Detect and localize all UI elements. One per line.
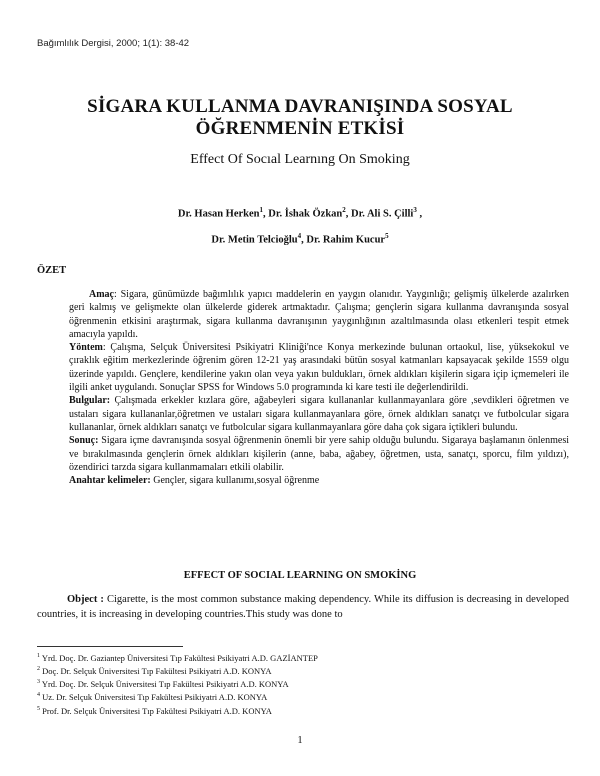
authors-line-2 (0, 232, 600, 246)
authors-line-1 (0, 206, 600, 220)
page-number: 1 (297, 735, 303, 746)
paper-title (0, 96, 600, 140)
author-affiliation-mark: 3 (413, 206, 417, 214)
author-separator: , (345, 208, 351, 220)
english-abstract (37, 592, 569, 622)
results-text: Çalışmada erkekler kızlara göre, ağabeyleri sigara kullananlar kullanmayanlara göre ,sevdikleri öğretmen ve ustaları sigara kullananlar,öğretmen ve ustaları sigara kullanmayanlara göre, örnek aldıkları sanatçı ve futbolcular sigara kullananlar, örnek aldıkları sanatçı ve futbolcular sigara kullanmayanlara göre daha çok sigara içtikleri bulundu. (69, 395, 569, 433)
footnote-text: Yrd. Doç. Dr. Gaziantep Üniversitesi Tıp Fakültesi Psikiyatri A.D. GAZİANTEP (41, 652, 318, 663)
running-header: Bağımlılık Dergisi, 2000; 1(1): 38-42 (37, 38, 190, 49)
footnote-mark: 4 (37, 692, 40, 699)
english-section-title: EFFECT OF SOCIAL LEARNING ON SMOKİNG (183, 570, 417, 581)
footnote (37, 664, 318, 677)
author-name: Dr. Hasan Herken (177, 208, 260, 220)
footnote (37, 677, 318, 690)
author-affiliation-mark: 2 (342, 206, 346, 214)
method-text: : Çalışma, Selçuk Üniversitesi Psikiyatri Kliniği'nce Konya merkezinde bulunan ortaokul, lise, yüksekokul ve çıraklık eğitim merkezlerinde öğrenim gören 12-21 yaş arasındaki bütün sosyal katmanları kapsayacak şekilde 1559 olgu üzerinde yapıldı. Gençlere, kendilerine yakın olan veya yakın buldukları, örnek aldıkları kişilerin sigara içip içmemeleri ile ilgili anket uygulandı. Sonuçlar SPSS for Windows 5.0 programında ki kare testi ile değerlendirildi. (69, 342, 569, 394)
footnote-text: Yrd. Doç. Dr. Selçuk Üniversitesi Tıp Fakültesi Psikiyatri A.D. KONYA (41, 679, 289, 690)
footnote-mark: 5 (37, 705, 40, 712)
author-affiliation-mark: 4 (297, 232, 302, 240)
aim-text: : Sigara, günümüzde bağımlılık yapıcı maddelerin en yaygın olanıdır. Yaygınlığı; gelişmiş ülkelerde azalırken geri kalmış ve gelişmekte olan ülkelerde giderek artmaktadır. Çalışma; gençlerin sigara kullanma davranışında sosyal öğrenmenin etkisini araştırmak, sigara kullanma davranışının yaygınlığının azaltılmasında olası etkenleri tespit etmek amacıyla yapıldı. (69, 289, 569, 340)
footnote-divider (37, 646, 183, 647)
footnote (37, 704, 318, 717)
abstract-results (69, 394, 569, 434)
author-affiliation-mark: 1 (259, 206, 263, 214)
abstract-heading: ÖZET (37, 265, 67, 276)
abstract-conclusion (69, 434, 569, 474)
conclusion-label: Sonuç: (69, 435, 99, 447)
footnote-text: Uz. Dr. Selçuk Üniversitesi Tıp Fakültesi Psikiyatri A.D. KONYA (42, 692, 268, 703)
author-separator: , (262, 208, 269, 220)
title-line-1: SİGARA KULLANMA DAVRANIŞINDA SOSYAL (87, 96, 513, 117)
turkish-abstract (69, 288, 569, 487)
object-text: Cigarette, is the most common substance making dependency. While its diffusion is decreasing in developed countries, it is increasing in developing countries.This study was done to (37, 594, 569, 620)
footnotes (37, 651, 318, 717)
footnote-text: Prof. Dr. Selçuk Üniversitesi Tıp Fakültesi Psikiyatri A.D. KONYA (42, 705, 272, 716)
author-name: Dr. Ali S. Çilli (351, 208, 414, 220)
keywords-label: Anahtar kelimeler: (69, 475, 151, 487)
conclusion-text: Sigara içme davranışında sosyal öğrenmenin önemli bir yere sahip olduğu bulundu. Sigaraya başlamanın önlenmesi ve bırakılmasında gençlerin örnek aldıkları kişilerin (anne, baba, ağabey, öğretmen, usta, sanatçı, sporcu, film yıldızı), özendirici tarzda sigara kullanmamaları etkili olabilir. (69, 435, 569, 473)
object-label: Object : (67, 594, 104, 605)
results-label: Bulgular: (69, 395, 111, 407)
author-affiliation-mark: 5 (385, 232, 389, 240)
footnote (37, 690, 318, 703)
aim-label: Amaç (89, 289, 114, 300)
footnote-mark: 1 (37, 653, 40, 659)
author-separator: , (416, 208, 423, 220)
keywords-text: Gençler, sigara kullanımı,sosyal öğrenme (150, 475, 320, 487)
author-name: Dr. Metin Telcioğlu (211, 234, 298, 246)
english-subtitle: Effect Of Socıal Learnıng On Smoking (190, 152, 410, 167)
abstract-keywords (69, 474, 569, 487)
footnote-mark: 3 (37, 679, 40, 686)
footnote (37, 651, 318, 664)
author-name: Dr. Rahim Kucur (306, 234, 386, 246)
title-line-2: ÖĞRENMENİN ETKİSİ (195, 118, 405, 139)
author-name: Dr. İshak Özkan (268, 208, 343, 220)
abstract-method (69, 341, 569, 394)
author-separator: , (301, 234, 307, 246)
method-label: Yöntem (69, 342, 103, 354)
footnote-text: Doç. Dr. Selçuk Üniversitesi Tıp Fakültesi Psikiyatri A.D. KONYA (42, 665, 272, 676)
footnote-mark: 2 (37, 666, 40, 673)
abstract-aim (69, 288, 569, 341)
